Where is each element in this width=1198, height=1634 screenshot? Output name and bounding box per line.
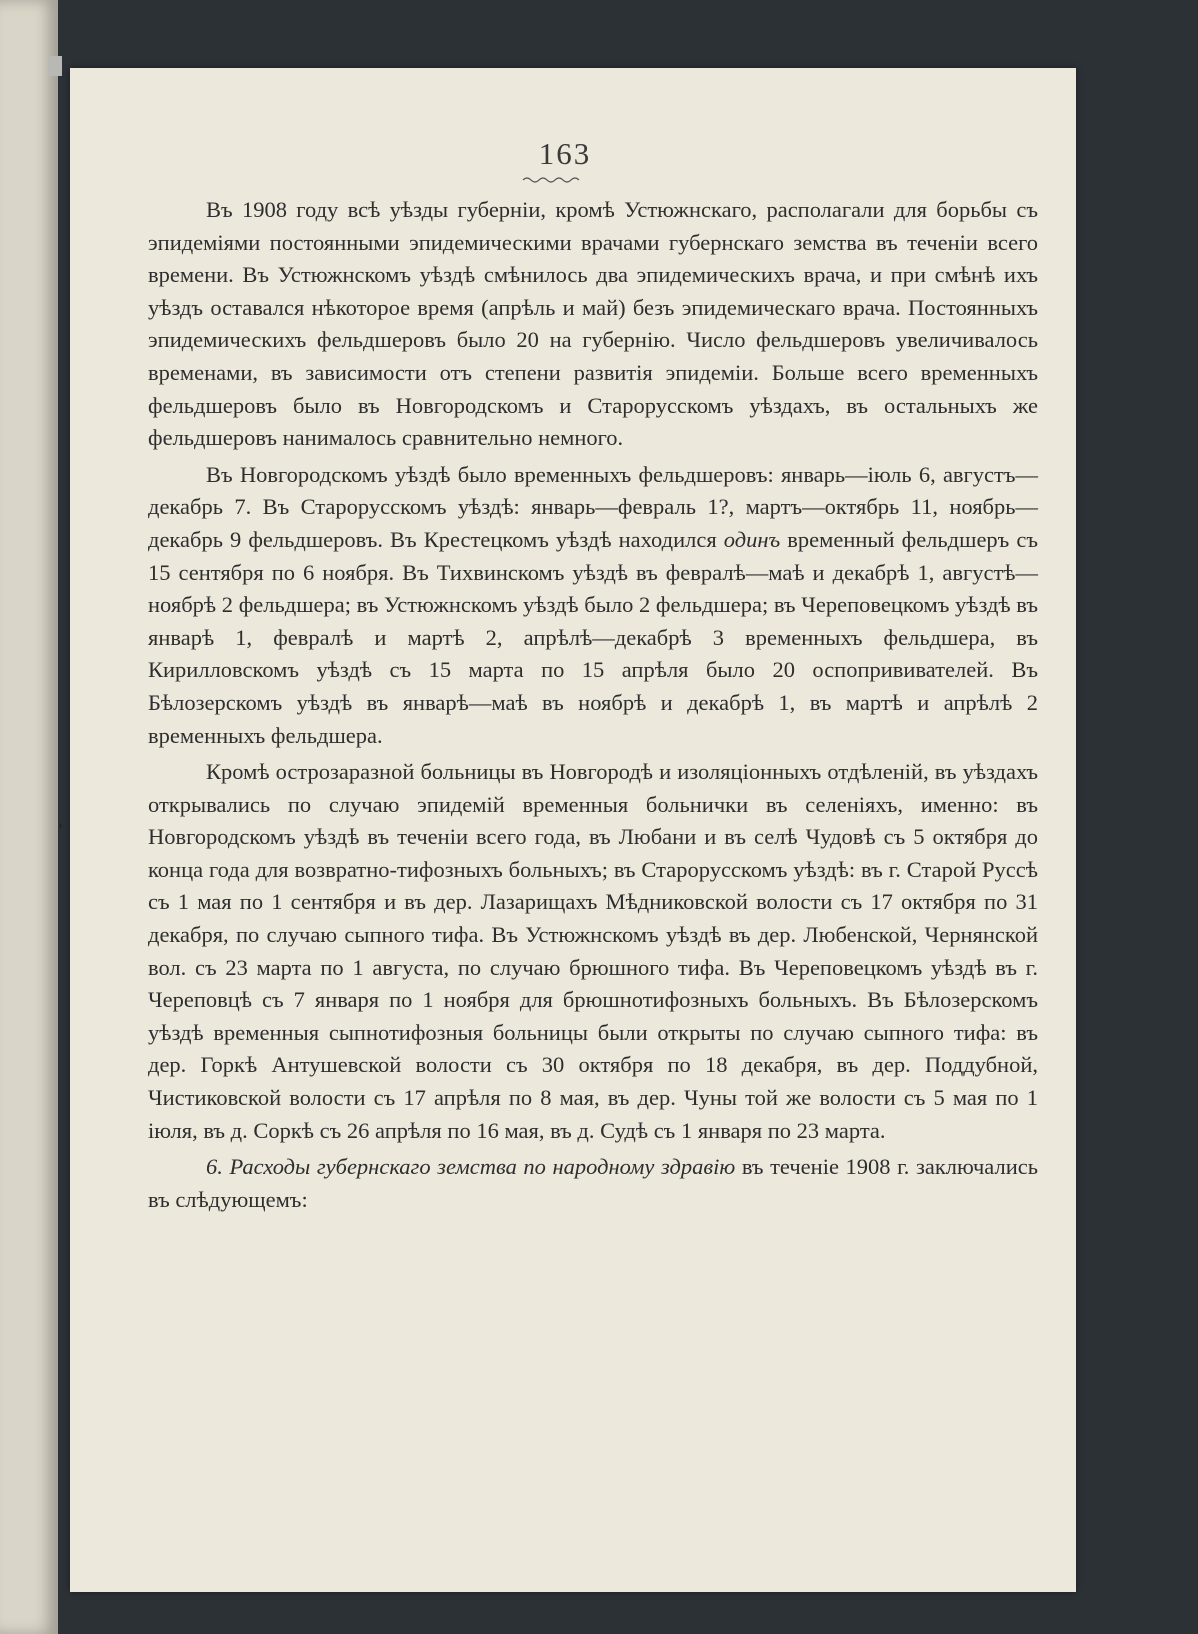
- book-page: [70, 68, 1076, 1592]
- emphasis-odin: одинъ: [723, 526, 781, 552]
- paragraph-2-part-2: временный фельдшеръ съ 15 сентября по 6 ноября. Въ Тихвинскомъ уѣздѣ въ февралѣ—маѣ и декабрѣ 1, августѣ—ноябрѣ 2 фельдшера; въ Устюжнскомъ уѣздѣ было 2 фельдшера; въ Череповецкомъ уѣздѣ въ январѣ 1, февралѣ и мартѣ 2, апрѣлѣ—декабрѣ 3 временныхъ фельдшера, въ Кирилловскомъ уѣздѣ съ 15 марта по 15 апрѣля было 20 оспопрививателей. Въ Бѣлозерскомъ уѣздѣ въ январѣ—маѣ въ ноябрѣ и декабрѣ 1, въ мартѣ и апрѣлѣ 2 временныхъ фельдшера.: [148, 526, 1038, 748]
- paragraph-4: [148, 1151, 1038, 1216]
- paragraph-2-part-1: Въ Новгородскомъ уѣздѣ было временныхъ фельдшеровъ: январь—іюль 6, августъ—декабрь 7. Въ Старорусскомъ уѣздѣ: январь—февраль 1?, мартъ—октябрь 11, ноябрь—декабрь 9 фельдшеровъ. Въ Крестецкомъ уѣздѣ находился: [148, 461, 1038, 552]
- adjacent-page-edge: [0, 0, 63, 1634]
- wavy-underline-ornament: [522, 176, 580, 184]
- margin-mark: ›: [58, 818, 63, 833]
- paragraph-2: [148, 459, 1038, 752]
- body-text: [148, 194, 1038, 1216]
- page-header: [70, 136, 1076, 172]
- paragraph-3: Кромѣ острозаразной больницы въ Новгородѣ и изоляціонныхъ отдѣленій, въ уѣздахъ открывались по случаю эпидемій временныя больнички въ селеніяхъ, именно: въ Новгородскомъ уѣздѣ въ теченіи всего года, въ Любани и въ селѣ Чудовѣ съ 5 октября до конца года для возвратно-тифозныхъ больныхъ; въ Старорусскомъ уѣздѣ: въ г. Старой Руссѣ съ 1 мая по 1 сентября и въ дер. Лазарищахъ Мѣдниковской волости съ 17 октября по 31 декабря, по случаю сыпного тифа. Въ Устюжнскомъ уѣздѣ въ дер. Любенской, Чернянской вол. съ 23 марта по 1 августа, по случаю брюшного тифа. Въ Череповецкомъ уѣздѣ въ г. Череповцѣ съ 7 января по 1 ноября для брюшнотифозныхъ больныхъ. Въ Бѣлозерскомъ уѣздѣ временныя сыпнотифозныя больницы были открыты по случаю сыпного тифа: въ дер. Горкѣ Антушевской волости съ 30 октября по 18 декабря, въ дер. Поддубной, Чистиковской волости съ 17 апрѣля по 8 мая, въ дер. Чуны той же волости съ 5 мая по 1 іюля, въ д. Соркѣ съ 26 апрѣля по 16 мая, въ д. Судѣ съ 1 января по 23 марта.: [148, 759, 1038, 1143]
- page-number: 163: [538, 136, 592, 171]
- section-heading-italic: 6. Расходы губернскаго земства по народному здравію: [206, 1154, 736, 1180]
- binding-clip: [48, 56, 62, 76]
- paragraph-4-text: въ теченіе 1908 г. заключались въ слѣдующемъ:: [148, 1154, 1039, 1212]
- paragraph-1: Въ 1908 году всѣ уѣзды губерніи, кромѣ Устюжнскаго, располагали для борьбы съ эпидеміями постоянными эпидемическими врачами губернскаго земства въ теченіи всего времени. Въ Устюжнскомъ уѣздѣ смѣнилось два эпидемическихъ врача, и при смѣнѣ ихъ уѣздъ оставался нѣкоторое время (апрѣль и май) безъ эпидемическаго врача. Постоянныхъ эпидемическихъ фельдшеровъ было 20 на губернію. Число фельдшеровъ увеличивалось временами, въ зависимости отъ степени развитія эпидеміи. Больше всего временныхъ фельдшеровъ было въ Новгородскомъ и Старорусскомъ уѣздахъ, въ остальныхъ же фельдшеровъ нанималось сравнительно немного.: [148, 197, 1038, 451]
